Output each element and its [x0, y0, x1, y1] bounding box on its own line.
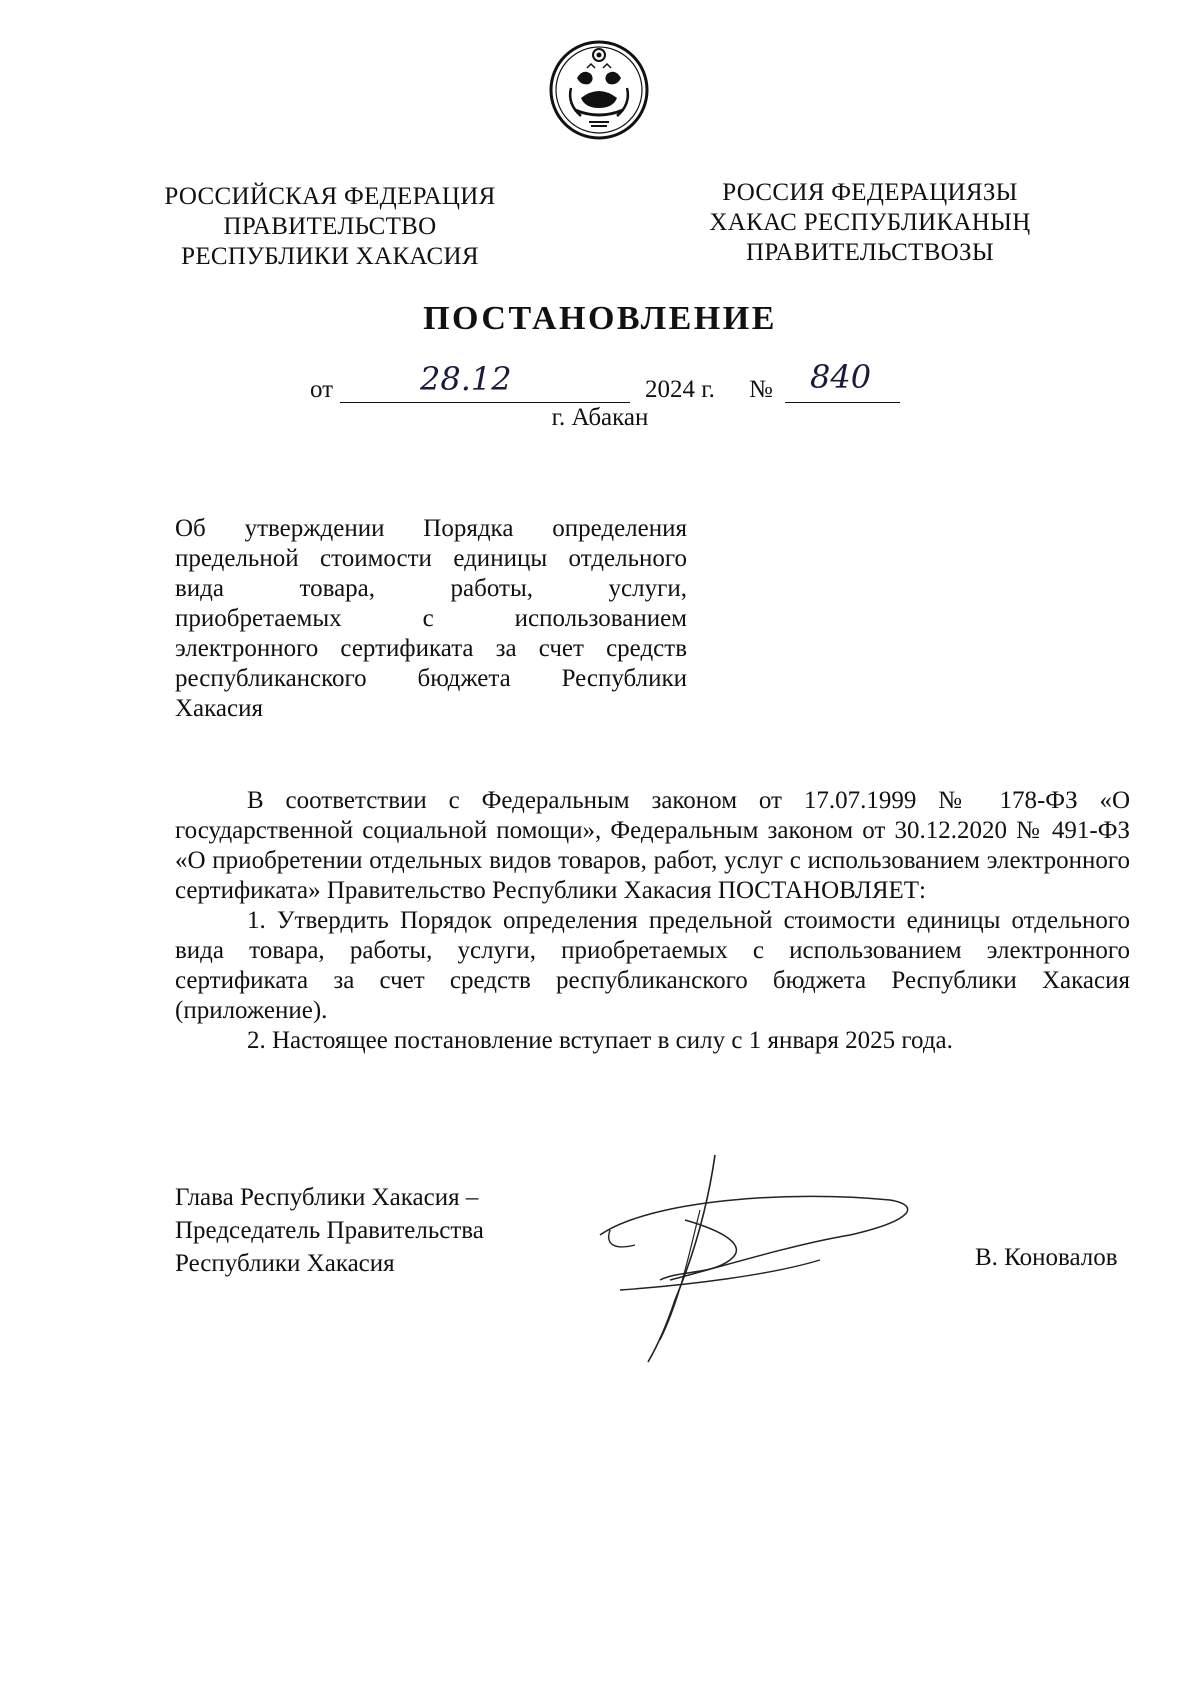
position-line-2: Председатель Правительства — [175, 1217, 484, 1244]
body-item-2: 2. Настоящее постановление вступает в силу с 1 января 2025 года. — [247, 1027, 953, 1054]
position-line-1: Глава Республики Хакасия – — [175, 1184, 479, 1211]
date-prefix-label: от — [310, 376, 334, 403]
subject-line: вида товара, работы, услуги, — [175, 575, 687, 602]
header-right-line-1: РОССИЯ ФЕДЕРАЦИЯЗЫ — [722, 179, 1018, 206]
number-underline — [785, 402, 900, 403]
subject-line: республиканского бюджета Республики — [175, 665, 687, 692]
header-left-line-2: ПРАВИТЕЛЬСТВО — [223, 213, 437, 240]
document-title: ПОСТАНОВЛЕНИЕ — [423, 300, 777, 337]
document-body — [175, 786, 1130, 1056]
signatory-position — [175, 1181, 575, 1280]
subject-line: Хакасия — [175, 695, 263, 722]
signer-name: В. Коновалов — [975, 1244, 1118, 1271]
coat-of-arms-emblem — [547, 38, 651, 142]
subject-line: приобретаемых с использованием — [175, 605, 687, 632]
handwritten-date: 28.12 — [420, 360, 512, 398]
document-subject — [175, 514, 687, 724]
subject-line: предельной стоимости единицы отдельного — [175, 545, 687, 572]
header-right-block — [680, 178, 1060, 268]
header-left-line-3: РЕСПУБЛИКИ ХАКАСИЯ — [181, 243, 479, 270]
handwritten-signature — [590, 1150, 930, 1370]
date-underline — [340, 402, 630, 403]
subject-line: Об утверждении Порядка определения — [175, 515, 687, 542]
position-line-3: Республики Хакасия — [175, 1250, 395, 1277]
subject-line: электронного сертификата за счет средств — [175, 635, 687, 662]
header-left-line-1: РОССИЙСКАЯ ФЕДЕРАЦИЯ — [164, 183, 496, 210]
year-label: 2024 г. — [645, 376, 715, 403]
header-left-block — [160, 182, 500, 272]
number-label: № — [749, 376, 773, 403]
body-item-1: 1. Утвердить Порядок определения предельной стоимости единицы отдельного вида товара, работы, услуги, приобретаемых с использованием электронного сертификата за счет средств республиканского бюджета Республики Хакасия (приложение). — [175, 907, 1130, 1024]
header-right-line-3: ПРАВИТЕЛЬСТВОЗЫ — [746, 239, 994, 266]
city-label: г. Абакан — [551, 404, 649, 431]
body-preamble: В соответствии с Федеральным законом от 17.07.1999 № 178-ФЗ «О государственной социальной помощи», Федеральным законом от 30.12.2020 № 491-ФЗ «О приобретении отдельных видов товаров, работ, услуг с использованием электронного сертификата» Правительство Республики Хакасия ПОСТАНОВЛЯЕТ: — [175, 787, 1130, 904]
handwritten-number: 840 — [810, 358, 872, 396]
header-right-line-2: ХАКАС РЕСПУБЛИКАНЫҢ — [709, 209, 1031, 236]
